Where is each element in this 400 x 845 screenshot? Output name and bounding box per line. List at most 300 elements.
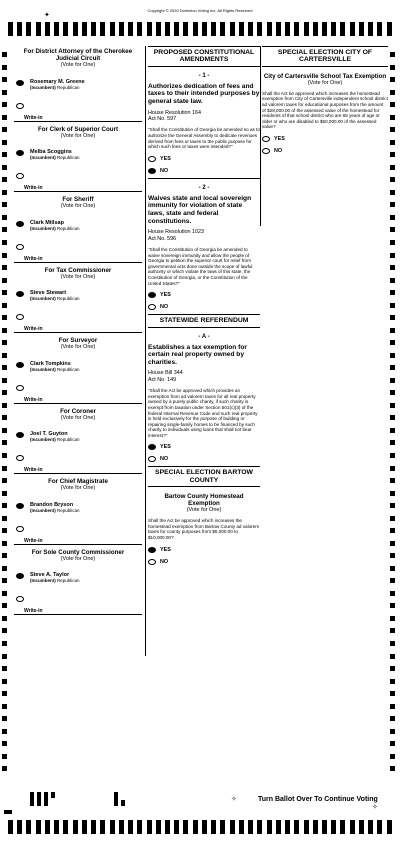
timing-mark <box>340 22 345 36</box>
filled-oval-icon[interactable] <box>16 503 24 509</box>
timing-mark <box>390 77 395 82</box>
timing-mark <box>276 22 281 36</box>
timing-mark <box>304 22 309 36</box>
timing-mark <box>183 820 188 834</box>
timing-mark <box>359 820 364 834</box>
timing-mark <box>2 90 7 95</box>
incumbent-label: (Incumbent) <box>30 225 56 231</box>
filled-oval-icon[interactable] <box>148 168 156 174</box>
incumbent-label: (Incumbent) <box>30 296 56 301</box>
question-text: Shall the Act be approved which increases the homestead exemption from City of Cartersville independent school district ad valorem taxes for educational purposes from the amount of $28,000.00 of the assessed value of the homestead for residents of that school district who are 65 years of age or older or who are disabled to $50,000.00 of the assessed value? <box>262 90 388 130</box>
timing-mark <box>390 415 395 420</box>
timing-mark <box>390 265 395 270</box>
incumbent-label: (Incumbent) <box>30 437 56 442</box>
timing-mark <box>390 578 395 583</box>
writein-oval-icon[interactable] <box>16 526 24 532</box>
timing-mark <box>2 202 7 207</box>
contest-tax-commissioner <box>14 265 142 334</box>
filled-oval-icon[interactable] <box>16 221 24 227</box>
barcode-marks <box>114 792 125 806</box>
candidate-name: Clark Millsap <box>30 219 64 226</box>
contest-sheriff <box>14 194 142 263</box>
timing-mark <box>390 541 395 546</box>
option-yes[interactable] <box>148 156 260 162</box>
question-ref: House Resolution 1023 <box>148 229 205 236</box>
timing-mark <box>2 478 7 483</box>
writein-line[interactable]: Write-in <box>14 326 142 333</box>
writein-oval-icon[interactable] <box>16 103 24 109</box>
timing-mark <box>2 278 7 283</box>
timing-mark <box>390 52 395 57</box>
option-yes[interactable] <box>148 444 260 450</box>
timing-mark <box>36 22 41 36</box>
timing-mark <box>390 729 395 734</box>
option-label: NO <box>274 147 283 154</box>
timing-mark <box>390 741 395 746</box>
timing-mark <box>2 290 7 295</box>
timing-mark <box>2 440 7 445</box>
question-act: Act No. 596 <box>148 235 177 242</box>
timing-mark <box>2 365 7 370</box>
question-act: Act No. 149 <box>148 376 177 383</box>
timing-mark <box>2 591 7 596</box>
contest-title: For Sole County Commissioner <box>31 548 125 556</box>
timing-mark <box>390 591 395 596</box>
timing-mark <box>45 22 50 36</box>
timing-mark <box>82 820 87 834</box>
timing-mark <box>100 820 105 834</box>
writein-line[interactable]: Write-in <box>14 115 142 122</box>
question-title: Authorizes dedication of fees and taxes to their intended purposes by general state law. <box>148 82 260 105</box>
candidate-name: Melba Scoggins <box>30 149 72 155</box>
timing-mark <box>230 820 235 834</box>
timing-mark <box>2 654 7 659</box>
oval-icon[interactable] <box>148 456 156 462</box>
timing-mark <box>390 478 395 483</box>
vote-for-one: (Vote for One) <box>307 79 343 86</box>
contest-title: For District Attorney of the Cherokee Judicial Circuit <box>23 48 133 62</box>
column-right <box>262 46 388 154</box>
candidate-option[interactable] <box>14 220 142 236</box>
timing-mark <box>390 290 395 295</box>
timing-mark <box>2 415 7 420</box>
timing-mark <box>230 22 235 36</box>
oval-icon[interactable] <box>148 304 156 310</box>
candidate-option[interactable] <box>14 149 142 165</box>
filled-oval-icon[interactable] <box>148 547 156 553</box>
incumbent-label: (Incumbent) <box>30 155 56 160</box>
candidate-option[interactable] <box>14 79 142 95</box>
option-no[interactable] <box>148 304 260 310</box>
option-yes[interactable] <box>148 292 260 298</box>
contest-surveyor <box>14 335 142 404</box>
timing-mark <box>2 679 7 684</box>
timing-mark <box>390 528 395 533</box>
timing-mark <box>193 820 198 834</box>
timing-marks-right <box>390 52 396 772</box>
question-text: "Shall the Act be approved which provides an exemption from ad valorem taxes for all real property owned by a purely public charity, if such charity is exempt from taxation under Section 501(c)(3) of the federal Internal Revenue Code and such real property is held exclusively for the purpose of building or repairing single-family homes to be financed by such charity to individuals using loans that shall not bear interest?" <box>148 388 258 438</box>
question-text: Shall the Act be approved which increases the homestead exemption from Bartow County ad valorem taxes for county purposes from $5,000.00 to $10,000.00? <box>148 518 260 541</box>
candidate-option[interactable] <box>14 431 142 447</box>
question-bartow <box>148 493 260 564</box>
timing-mark <box>147 22 152 36</box>
timing-mark <box>110 820 115 834</box>
candidate-option[interactable] <box>14 502 142 518</box>
timing-mark <box>285 22 290 36</box>
incumbent-label: (Incumbent) <box>30 366 56 372</box>
timing-mark <box>390 491 395 496</box>
timing-mark <box>390 666 395 671</box>
cartersville-header: SPECIAL ELECTION CITY OF CARTERSVILLE <box>262 46 388 67</box>
writein-line[interactable]: Write-in <box>14 467 142 474</box>
vote-for-one: (Vote for One) <box>186 507 222 514</box>
option-no[interactable] <box>262 148 388 154</box>
question-2 <box>148 178 260 310</box>
timing-mark <box>2 140 7 145</box>
copyright: Copyright © 2020 Dominion Voting Inc. All Rights Reserved <box>147 8 253 13</box>
timing-mark <box>2 240 7 245</box>
oval-icon[interactable] <box>148 559 156 565</box>
party-label: Republican <box>57 84 80 90</box>
filled-oval-icon[interactable] <box>16 150 24 156</box>
timing-mark <box>248 22 253 36</box>
timing-mark <box>359 22 364 36</box>
vote-for-one: (Vote for One) <box>60 485 96 491</box>
writein-line[interactable]: Write-in <box>14 256 142 263</box>
timing-mark <box>390 628 395 633</box>
timing-mark <box>2 666 7 671</box>
timing-mark <box>63 22 68 36</box>
timing-mark <box>211 820 216 834</box>
timing-mark <box>390 365 395 370</box>
timing-mark <box>390 202 395 207</box>
timing-mark <box>390 516 395 521</box>
timing-mark <box>390 353 395 358</box>
writein-oval-icon[interactable] <box>16 314 24 320</box>
timing-mark <box>73 820 78 834</box>
candidate-option[interactable] <box>14 290 142 306</box>
timing-mark <box>2 77 7 82</box>
timing-mark <box>390 102 395 107</box>
filled-oval-icon[interactable] <box>16 291 24 297</box>
timing-mark <box>2 102 7 107</box>
amendments-header: PROPOSED CONSTITUTIONAL AMENDMENTS <box>148 46 260 67</box>
timing-mark <box>128 22 133 36</box>
writein-line[interactable]: Write-in <box>14 185 142 192</box>
writein-line[interactable]: Write-in <box>14 608 142 615</box>
timing-mark <box>390 641 395 646</box>
timing-mark <box>220 820 225 834</box>
timing-mark <box>119 22 124 36</box>
filled-oval-icon[interactable] <box>16 573 24 579</box>
candidate-option[interactable] <box>14 361 142 377</box>
timing-mark <box>390 603 395 608</box>
oval-icon[interactable] <box>262 148 270 154</box>
contest-clerk <box>14 124 142 193</box>
timing-mark <box>294 820 299 834</box>
writein-oval-icon[interactable] <box>16 455 24 461</box>
contest-chief-magistrate <box>14 476 142 545</box>
timing-mark <box>390 152 395 157</box>
timing-mark <box>202 820 207 834</box>
contest-title: For Chief Magistrate <box>48 478 108 485</box>
timing-mark <box>350 22 355 36</box>
barcode-marks <box>30 792 55 806</box>
oval-icon[interactable] <box>148 156 156 162</box>
timing-mark <box>100 22 105 36</box>
question-ref: House Resolution 164 <box>148 109 202 116</box>
timing-mark <box>2 541 7 546</box>
option-yes[interactable] <box>262 136 388 142</box>
timing-mark <box>2 152 7 157</box>
option-label: YES <box>160 155 171 162</box>
timing-mark <box>2 428 7 433</box>
timing-mark <box>174 820 179 834</box>
timing-mark <box>390 328 395 333</box>
timing-mark <box>276 820 281 834</box>
question-number: - 2 - <box>198 184 210 191</box>
timing-mark <box>2 628 7 633</box>
question-text: "Shall the Constitution of Georgia be amended so as to authorize the General Assembly to dedicate revenues derived from fees or taxes to the public purpose for which such fees or taxes were intended?" <box>148 127 260 150</box>
timing-mark <box>2 453 7 458</box>
timing-mark <box>2 378 7 383</box>
question-title: Bartow County Homestead Exemption <box>164 493 244 508</box>
timing-mark <box>257 820 262 834</box>
timing-mark <box>239 820 244 834</box>
timing-mark <box>2 578 7 583</box>
party-label: Republican <box>57 578 80 583</box>
timing-mark <box>165 22 170 36</box>
timing-mark <box>390 340 395 345</box>
filled-oval-icon[interactable] <box>16 80 24 86</box>
timing-mark <box>387 820 392 834</box>
timing-mark <box>294 22 299 36</box>
timing-mark <box>304 820 309 834</box>
candidate-name: Clark Tompkins <box>30 360 71 367</box>
timing-mark <box>2 603 7 608</box>
timing-mark <box>2 65 7 70</box>
incumbent-label: (Incumbent) <box>30 578 56 583</box>
timing-mark <box>63 820 68 834</box>
timing-mark <box>2 328 7 333</box>
timing-mark <box>390 390 395 395</box>
timing-mark <box>390 378 395 383</box>
timing-mark <box>119 820 124 834</box>
option-label: NO <box>160 167 169 174</box>
timing-marks-top <box>8 22 392 36</box>
option-yes[interactable] <box>148 547 260 553</box>
timing-mark <box>313 22 318 36</box>
timing-mark <box>2 190 7 195</box>
contest-sole-commissioner <box>14 547 142 616</box>
timing-mark <box>390 466 395 471</box>
timing-mark <box>137 22 142 36</box>
candidate-name: Steve A. Taylor <box>30 572 70 578</box>
option-label: NO <box>160 456 169 463</box>
oval-icon[interactable] <box>262 136 270 142</box>
timing-mark <box>390 315 395 320</box>
timing-mark <box>2 616 7 621</box>
option-no[interactable] <box>148 456 260 462</box>
timing-mark <box>390 440 395 445</box>
timing-mark <box>390 190 395 195</box>
timing-mark <box>390 227 395 232</box>
timing-mark <box>390 704 395 709</box>
timing-mark <box>2 754 7 759</box>
timing-mark <box>193 22 198 36</box>
timing-mark <box>220 22 225 36</box>
timing-mark <box>390 566 395 571</box>
timing-mark <box>2 403 7 408</box>
timing-mark <box>2 716 7 721</box>
timing-mark <box>340 820 345 834</box>
timing-mark <box>17 820 22 834</box>
option-label: YES <box>160 292 171 299</box>
writein-oval-icon[interactable] <box>16 596 24 602</box>
timing-mark <box>2 528 7 533</box>
writein-line[interactable]: Write-in <box>14 397 142 404</box>
timing-mark <box>2 566 7 571</box>
party-label: Republican <box>57 225 80 231</box>
timing-mark <box>211 22 216 36</box>
referendum-header: STATEWIDE REFERENDUM <box>148 314 260 327</box>
timing-mark <box>45 820 50 834</box>
option-label: YES <box>160 546 171 553</box>
question-number: - 1 - <box>198 72 210 79</box>
timing-mark <box>322 22 327 36</box>
timing-mark <box>202 22 207 36</box>
question-1 <box>148 73 260 174</box>
timing-mark <box>2 704 7 709</box>
option-no[interactable] <box>148 168 260 174</box>
timing-mark <box>390 115 395 120</box>
timing-mark <box>156 820 161 834</box>
timing-mark <box>390 691 395 696</box>
timing-mark <box>128 820 133 834</box>
timing-mark <box>137 820 142 834</box>
timing-mark <box>2 165 7 170</box>
vote-for-one: (Vote for One) <box>60 203 96 209</box>
column-divider <box>145 46 146 656</box>
timing-mark <box>2 641 7 646</box>
timing-mark <box>390 303 395 308</box>
timing-mark <box>390 716 395 721</box>
question-text: "Shall the Constitution of Georgia be amended to waive sovereign immunity and allow the people of Georgia to petition the superior court for relief from governmental acts done outside the scope of lawful authority or which violate the laws of this state, the Constitution of Georgia, or the Constitution of the United States?" <box>148 246 253 286</box>
bartow-header: SPECIAL ELECTION BARTOW COUNTY <box>148 466 260 487</box>
timing-mark <box>2 177 7 182</box>
option-no[interactable] <box>148 559 260 565</box>
timing-mark <box>2 491 7 496</box>
timing-mark <box>165 820 170 834</box>
timing-mark <box>17 22 22 36</box>
timing-mark <box>390 766 395 771</box>
timing-marks-bottom <box>8 820 392 834</box>
timing-mark <box>26 22 31 36</box>
candidate-option[interactable] <box>14 572 142 588</box>
timing-mark <box>2 766 7 771</box>
timing-mark <box>368 22 373 36</box>
timing-mark <box>350 820 355 834</box>
timing-mark <box>2 353 7 358</box>
contest-title: For Clerk of Superior Court <box>37 125 119 133</box>
question-title: Establishes a tax exemption for certain real property owned by charities. <box>148 343 247 366</box>
timing-mark <box>26 820 31 834</box>
vote-for-one: (Vote for One) <box>60 62 96 68</box>
timing-mark <box>390 240 395 245</box>
filled-oval-icon[interactable] <box>148 292 156 298</box>
timing-mark <box>2 265 7 270</box>
timing-mark <box>248 820 253 834</box>
question-title: Waives state and local sovereign immunity for violation of state laws, state and federal constitutions. <box>148 194 252 225</box>
timing-mark <box>2 127 7 132</box>
column-middle <box>148 46 260 565</box>
timing-mark <box>2 516 7 521</box>
timing-mark <box>54 820 59 834</box>
candidate-name: Rosemary M. Greene <box>30 78 85 85</box>
timing-mark <box>267 820 272 834</box>
writein-oval-icon[interactable] <box>16 173 24 179</box>
filled-oval-icon[interactable] <box>16 362 24 368</box>
timing-mark <box>2 553 7 558</box>
contest-title: For Surveyor <box>58 337 98 344</box>
timing-mark <box>2 115 7 120</box>
timing-mark <box>390 253 395 258</box>
timing-mark <box>368 820 373 834</box>
filled-oval-icon[interactable] <box>16 432 24 438</box>
timing-mark <box>2 215 7 220</box>
vote-for-one: (Vote for One) <box>60 414 96 421</box>
timing-mark <box>285 820 290 834</box>
option-label: NO <box>160 558 169 565</box>
timing-mark <box>174 22 179 36</box>
party-label: Republican <box>57 507 80 513</box>
column-left <box>14 46 142 615</box>
option-label: NO <box>160 304 169 311</box>
timing-mark <box>390 503 395 508</box>
contest-title: For Tax Commissioner <box>44 266 112 274</box>
timing-mark <box>390 553 395 558</box>
timing-mark <box>390 428 395 433</box>
contest-title: For Coroner <box>60 407 96 415</box>
timing-mark <box>390 616 395 621</box>
timing-mark <box>390 679 395 684</box>
party-label: Republican <box>57 296 80 301</box>
vote-for-one: (Vote for One) <box>60 344 96 350</box>
timing-mark <box>390 403 395 408</box>
writein-oval-icon[interactable] <box>16 244 24 250</box>
timing-mark <box>390 165 395 170</box>
timing-mark <box>2 253 7 258</box>
timing-mark <box>390 215 395 220</box>
timing-mark <box>91 820 96 834</box>
filled-oval-icon[interactable] <box>148 444 156 450</box>
writein-oval-icon[interactable] <box>16 385 24 391</box>
writein-line[interactable]: Write-in <box>14 538 142 545</box>
timing-mark <box>2 729 7 734</box>
timing-mark <box>390 177 395 182</box>
timing-mark <box>2 315 7 320</box>
column-divider <box>260 46 261 226</box>
timing-mark <box>267 22 272 36</box>
timing-mark <box>2 303 7 308</box>
timing-mark <box>8 820 13 834</box>
timing-mark <box>2 340 7 345</box>
option-label: YES <box>160 444 171 451</box>
crosshair-icon: ✦ <box>44 12 50 19</box>
incumbent-label: (Incumbent) <box>30 84 56 90</box>
timing-mark <box>183 22 188 36</box>
party-label: Republican <box>57 366 80 372</box>
